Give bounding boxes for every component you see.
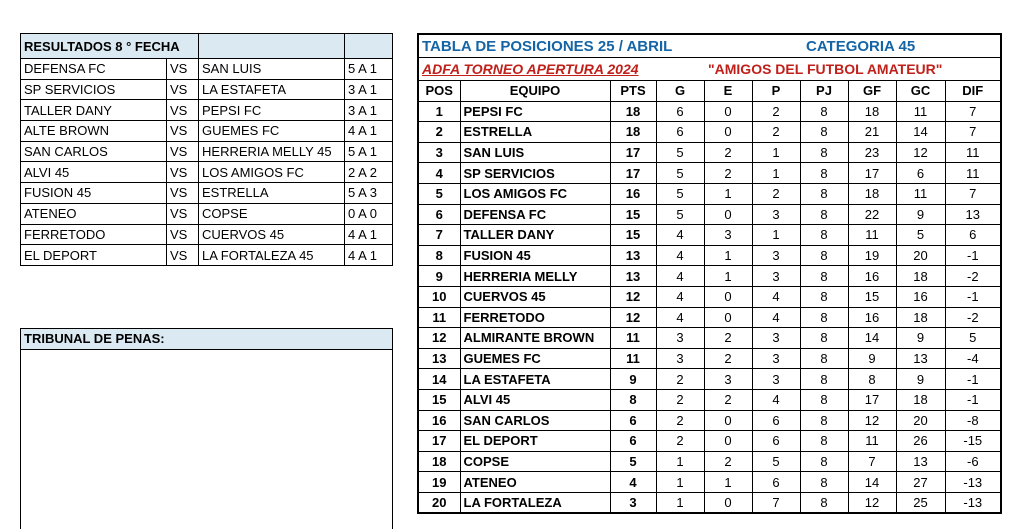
lost-cell: 7 [752,492,800,513]
column-header: P [752,81,800,102]
points-cell: 12 [610,286,656,307]
column-header: PJ [800,81,848,102]
goals-for-cell: 14 [848,328,896,349]
played-cell: 8 [800,225,848,246]
position-cell: 15 [418,389,460,410]
standings-row [418,225,1001,246]
goals-against-cell: 9 [896,328,945,349]
points-cell: 6 [610,410,656,431]
points-cell: 17 [610,163,656,184]
goals-against-cell: 11 [896,183,945,204]
points-cell: 12 [610,307,656,328]
standings-row [418,122,1001,143]
drawn-cell: 0 [704,204,752,225]
tournament-name: ADFA TORNEO APERTURA 2024 [422,60,639,77]
position-cell: 4 [418,163,460,184]
drawn-cell: 0 [704,307,752,328]
won-cell: 5 [656,163,704,184]
won-cell: 2 [656,410,704,431]
goal-diff-cell: -15 [945,431,1001,452]
position-cell: 11 [418,307,460,328]
goals-against-cell: 18 [896,307,945,328]
position-cell: 16 [418,410,460,431]
standings-row [418,389,1001,410]
won-cell: 6 [656,122,704,143]
goals-against-cell: 13 [896,451,945,472]
played-cell: 8 [800,266,848,287]
played-cell: 8 [800,142,848,163]
result-home-team: ALTE BROWN [21,121,167,142]
standings-row [418,163,1001,184]
goals-for-cell: 21 [848,122,896,143]
standings-row [418,472,1001,493]
result-home-team: TALLER DANY [21,100,167,121]
results-body [21,59,393,266]
result-away-team: ESTRELLA [199,183,345,204]
column-header: GC [896,81,945,102]
position-cell: 3 [418,142,460,163]
column-header: GF [848,81,896,102]
drawn-cell: 0 [704,122,752,143]
played-cell: 8 [800,348,848,369]
team-cell: SAN CARLOS [460,410,610,431]
team-cell: DEFENSA FC [460,204,610,225]
goals-for-cell: 17 [848,163,896,184]
team-cell: GUEMES FC [460,348,610,369]
drawn-cell: 0 [704,492,752,513]
goals-against-cell: 18 [896,389,945,410]
goal-diff-cell: -2 [945,307,1001,328]
lost-cell: 4 [752,389,800,410]
goals-for-cell: 11 [848,431,896,452]
lost-cell: 6 [752,431,800,452]
lost-cell: 6 [752,472,800,493]
goals-for-cell: 12 [848,410,896,431]
won-cell: 4 [656,307,704,328]
position-cell: 5 [418,183,460,204]
column-header: E [704,81,752,102]
played-cell: 8 [800,389,848,410]
result-row [21,203,393,224]
played-cell: 8 [800,204,848,225]
goals-for-cell: 18 [848,101,896,122]
result-vs: VS [167,100,199,121]
goal-diff-cell: -6 [945,451,1001,472]
standings-row [418,245,1001,266]
points-cell: 18 [610,101,656,122]
goal-diff-cell: 7 [945,183,1001,204]
goals-for-cell: 16 [848,307,896,328]
drawn-cell: 0 [704,101,752,122]
goals-for-cell: 15 [848,286,896,307]
standings-table [417,33,1002,514]
goals-against-cell: 26 [896,431,945,452]
played-cell: 8 [800,369,848,390]
standings-row [418,431,1001,452]
standings-column-headers [418,81,1001,102]
won-cell: 5 [656,204,704,225]
goal-diff-cell: 7 [945,101,1001,122]
result-home-team: ATENEO [21,203,167,224]
result-row [21,162,393,183]
result-home-team: FERRETODO [21,224,167,245]
result-row [21,79,393,100]
won-cell: 2 [656,389,704,410]
result-score: 2 A 2 [345,162,393,183]
team-cell: EL DEPORT [460,431,610,452]
result-score: 4 A 1 [345,224,393,245]
won-cell: 4 [656,245,704,266]
points-cell: 13 [610,266,656,287]
result-row [21,141,393,162]
tribunal-box [20,328,393,529]
team-cell: LA ESTAFETA [460,369,610,390]
goals-against-cell: 5 [896,225,945,246]
drawn-cell: 0 [704,286,752,307]
won-cell: 5 [656,183,704,204]
points-cell: 4 [610,472,656,493]
goal-diff-cell: -2 [945,266,1001,287]
played-cell: 8 [800,451,848,472]
drawn-cell: 2 [704,163,752,184]
lost-cell: 4 [752,286,800,307]
lost-cell: 4 [752,307,800,328]
column-header: DIF [945,81,1001,102]
goal-diff-cell: 13 [945,204,1001,225]
position-cell: 17 [418,431,460,452]
lost-cell: 3 [752,328,800,349]
position-cell: 1 [418,101,460,122]
won-cell: 1 [656,451,704,472]
team-cell: ATENEO [460,472,610,493]
goals-for-cell: 22 [848,204,896,225]
results-title: RESULTADOS 8 ° FECHA [21,34,199,59]
goals-against-cell: 27 [896,472,945,493]
goal-diff-cell: -1 [945,245,1001,266]
lost-cell: 1 [752,163,800,184]
goal-diff-cell: 7 [945,122,1001,143]
points-cell: 18 [610,122,656,143]
standings-title: TABLA DE POSICIONES 25 / ABRIL [422,37,673,55]
goals-against-cell: 14 [896,122,945,143]
points-cell: 13 [610,245,656,266]
team-cell: ALVI 45 [460,389,610,410]
lost-cell: 3 [752,266,800,287]
result-row [21,59,393,80]
drawn-cell: 2 [704,142,752,163]
played-cell: 8 [800,328,848,349]
goals-for-cell: 8 [848,369,896,390]
team-cell: ESTRELLA [460,122,610,143]
results-header-blank [199,34,345,59]
column-header: POS [418,81,460,102]
standings-title-row [418,34,1001,58]
tribunal-title: TRIBUNAL DE PENAS: [21,329,392,350]
won-cell: 3 [656,328,704,349]
goal-diff-cell: 11 [945,142,1001,163]
won-cell: 2 [656,369,704,390]
position-cell: 19 [418,472,460,493]
position-cell: 18 [418,451,460,472]
result-vs: VS [167,224,199,245]
lost-cell: 1 [752,142,800,163]
goals-for-cell: 18 [848,183,896,204]
points-cell: 15 [610,204,656,225]
result-vs: VS [167,121,199,142]
result-away-team: PEPSI FC [199,100,345,121]
standings-subtitle-row [418,58,1001,81]
result-away-team: LA ESTAFETA [199,79,345,100]
result-away-team: LA FORTALEZA 45 [199,245,345,266]
standings-row [418,142,1001,163]
team-cell: SP SERVICIOS [460,163,610,184]
result-home-team: FUSION 45 [21,183,167,204]
lost-cell: 3 [752,369,800,390]
goal-diff-cell: -1 [945,286,1001,307]
standings-row [418,266,1001,287]
result-vs: VS [167,162,199,183]
goal-diff-cell: 11 [945,163,1001,184]
won-cell: 4 [656,225,704,246]
goals-against-cell: 16 [896,286,945,307]
result-row [21,224,393,245]
standings-row [418,307,1001,328]
position-cell: 8 [418,245,460,266]
points-cell: 15 [610,225,656,246]
standings-row [418,286,1001,307]
position-cell: 6 [418,204,460,225]
result-vs: VS [167,141,199,162]
goals-against-cell: 6 [896,163,945,184]
results-table [20,33,393,266]
points-cell: 11 [610,348,656,369]
team-cell: LOS AMIGOS FC [460,183,610,204]
lost-cell: 3 [752,245,800,266]
column-header: PTS [610,81,656,102]
points-cell: 17 [610,142,656,163]
goal-diff-cell: -1 [945,389,1001,410]
result-score: 0 A 0 [345,203,393,224]
standings-row [418,101,1001,122]
played-cell: 8 [800,183,848,204]
standings-row [418,328,1001,349]
result-away-team: HERRERIA MELLY 45 [199,141,345,162]
position-cell: 2 [418,122,460,143]
result-row [21,100,393,121]
result-home-team: EL DEPORT [21,245,167,266]
goals-against-cell: 9 [896,369,945,390]
won-cell: 4 [656,266,704,287]
result-vs: VS [167,203,199,224]
goals-for-cell: 19 [848,245,896,266]
goals-for-cell: 12 [848,492,896,513]
team-cell: CUERVOS 45 [460,286,610,307]
won-cell: 2 [656,431,704,452]
team-cell: SAN LUIS [460,142,610,163]
played-cell: 8 [800,286,848,307]
played-cell: 8 [800,163,848,184]
lost-cell: 5 [752,451,800,472]
played-cell: 8 [800,410,848,431]
played-cell: 8 [800,245,848,266]
result-away-team: CUERVOS 45 [199,224,345,245]
points-cell: 8 [610,389,656,410]
played-cell: 8 [800,431,848,452]
result-score: 4 A 1 [345,121,393,142]
goals-against-cell: 13 [896,348,945,369]
result-score: 5 A 1 [345,59,393,80]
column-header: G [656,81,704,102]
goals-for-cell: 7 [848,451,896,472]
result-home-team: SP SERVICIOS [21,79,167,100]
result-score: 5 A 1 [345,141,393,162]
result-row [21,121,393,142]
results-header-blank [345,34,393,59]
team-cell: FERRETODO [460,307,610,328]
goal-diff-cell: 6 [945,225,1001,246]
drawn-cell: 0 [704,410,752,431]
goals-against-cell: 20 [896,410,945,431]
points-cell: 5 [610,451,656,472]
drawn-cell: 1 [704,245,752,266]
goals-for-cell: 16 [848,266,896,287]
result-home-team: DEFENSA FC [21,59,167,80]
drawn-cell: 1 [704,266,752,287]
goal-diff-cell: -4 [945,348,1001,369]
team-cell: TALLER DANY [460,225,610,246]
drawn-cell: 2 [704,348,752,369]
points-cell: 11 [610,328,656,349]
lost-cell: 3 [752,204,800,225]
position-cell: 7 [418,225,460,246]
team-cell: PEPSI FC [460,101,610,122]
result-home-team: ALVI 45 [21,162,167,183]
result-row [21,245,393,266]
goal-diff-cell: -13 [945,492,1001,513]
result-away-team: COPSE [199,203,345,224]
result-vs: VS [167,245,199,266]
goals-against-cell: 9 [896,204,945,225]
league-name: "AMIGOS DEL FUTBOL AMATEUR" [708,60,943,77]
won-cell: 3 [656,348,704,369]
standings-body [418,101,1001,513]
goals-for-cell: 17 [848,389,896,410]
points-cell: 3 [610,492,656,513]
team-cell: FUSION 45 [460,245,610,266]
standings-row [418,183,1001,204]
result-away-team: GUEMES FC [199,121,345,142]
result-vs: VS [167,79,199,100]
played-cell: 8 [800,101,848,122]
points-cell: 16 [610,183,656,204]
lost-cell: 2 [752,122,800,143]
result-vs: VS [167,183,199,204]
goals-for-cell: 11 [848,225,896,246]
standings-row [418,348,1001,369]
played-cell: 8 [800,472,848,493]
result-score: 3 A 1 [345,79,393,100]
position-cell: 20 [418,492,460,513]
goal-diff-cell: -13 [945,472,1001,493]
goals-against-cell: 25 [896,492,945,513]
goals-against-cell: 18 [896,266,945,287]
result-score: 4 A 1 [345,245,393,266]
position-cell: 14 [418,369,460,390]
result-vs: VS [167,59,199,80]
drawn-cell: 1 [704,183,752,204]
won-cell: 1 [656,472,704,493]
won-cell: 6 [656,101,704,122]
standings-row [418,451,1001,472]
played-cell: 8 [800,307,848,328]
goals-for-cell: 14 [848,472,896,493]
team-cell: LA FORTALEZA [460,492,610,513]
lost-cell: 2 [752,183,800,204]
drawn-cell: 3 [704,369,752,390]
won-cell: 4 [656,286,704,307]
lost-cell: 6 [752,410,800,431]
goals-against-cell: 20 [896,245,945,266]
played-cell: 8 [800,122,848,143]
position-cell: 9 [418,266,460,287]
played-cell: 8 [800,492,848,513]
goals-for-cell: 23 [848,142,896,163]
result-home-team: SAN CARLOS [21,141,167,162]
lost-cell: 2 [752,101,800,122]
points-cell: 9 [610,369,656,390]
drawn-cell: 2 [704,451,752,472]
result-score: 3 A 1 [345,100,393,121]
result-away-team: LOS AMIGOS FC [199,162,345,183]
position-cell: 13 [418,348,460,369]
goals-for-cell: 9 [848,348,896,369]
team-cell: ALMIRANTE BROWN [460,328,610,349]
goal-diff-cell: 5 [945,328,1001,349]
position-cell: 12 [418,328,460,349]
drawn-cell: 3 [704,225,752,246]
standings-row [418,492,1001,513]
drawn-cell: 0 [704,431,752,452]
lost-cell: 3 [752,348,800,369]
result-score: 5 A 3 [345,183,393,204]
drawn-cell: 1 [704,472,752,493]
goal-diff-cell: -8 [945,410,1001,431]
standings-row [418,204,1001,225]
team-cell: COPSE [460,451,610,472]
drawn-cell: 2 [704,389,752,410]
standings-category: CATEGORIA 45 [806,37,916,55]
column-header: EQUIPO [460,81,610,102]
won-cell: 5 [656,142,704,163]
goal-diff-cell: -1 [945,369,1001,390]
team-cell: HERRERIA MELLY [460,266,610,287]
won-cell: 1 [656,492,704,513]
results-header-row [21,34,393,59]
points-cell: 6 [610,431,656,452]
lost-cell: 1 [752,225,800,246]
goals-against-cell: 12 [896,142,945,163]
drawn-cell: 2 [704,328,752,349]
result-away-team: SAN LUIS [199,59,345,80]
goals-against-cell: 11 [896,101,945,122]
standings-row [418,410,1001,431]
standings-row [418,369,1001,390]
position-cell: 10 [418,286,460,307]
result-row [21,183,393,204]
